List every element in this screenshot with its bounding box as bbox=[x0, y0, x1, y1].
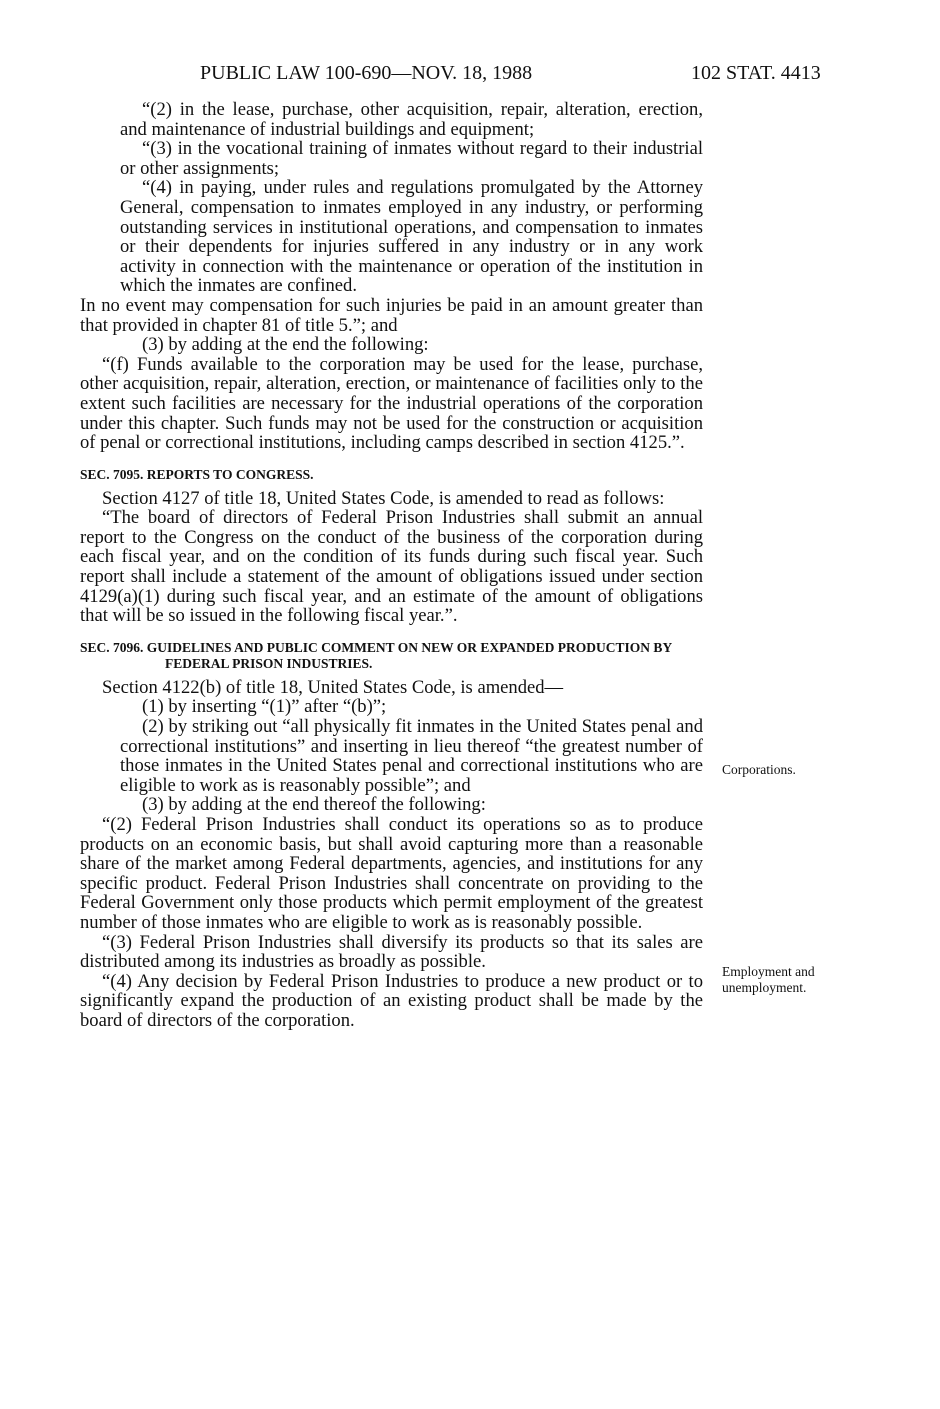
header-title: PUBLIC LAW 100-690—NOV. 18, 1988 bbox=[200, 62, 533, 84]
sec-7096-intro: Section 4122(b) of title 18, United States Code, is amended— bbox=[102, 676, 564, 698]
margin-note-corporations: Corporations. bbox=[722, 762, 796, 777]
sec-7096-quote-2: “(2) Federal Prison Industries shall conduct its operations so as to produce products on an economic basis, but shall avoid capturing more than a reasonable share of the market among Federal departments, agencies, and institutions for any specific product. Federal Prison Industries shall concentrate on providing to the Federal Government only those products which permit employment of the greatest number of those inmates who are eligible to work as is reasonably possible. bbox=[80, 814, 703, 933]
margin-note-employment: Employment and unemployment. bbox=[722, 964, 815, 995]
paragraph-2: “(2) in the lease, purchase, other acquisition, repair, alteration, erection, and maintenance of industrial buildings and equipment; bbox=[120, 99, 703, 140]
sec-7095-intro: Section 4127 of title 18, United States Code, is amended to read as follows: bbox=[102, 487, 665, 509]
sec-7095-text: “The board of directors of Federal Prison Industries shall submit an annual report to the Congress on the conduct of the business of the corporation during each fiscal year, and on the condition of its funds during such fiscal year. Such report shall include a statement of the amount of obligations issued under section 4129(a)(1) during such fiscal year, and an estimate of the amount of obligations that will be so issued in the following fiscal year.”. bbox=[80, 507, 703, 627]
paragraph-4: “(4) in paying, under rules and regulations promulgated by the Attorney General, compensation to inmates employed in any industry, or performing outstanding services in institutional operations, and compensation to inmates or their dependents for injuries suffered in any industry or in any work activity in connection with the maintenance or operation of the institution in which the inmates are confined. bbox=[120, 177, 703, 297]
paragraph-3: “(3) in the vocational training of inmates without regard to their industrial or other assignments; bbox=[120, 138, 703, 179]
sec-7096-heading: SEC. 7096. GUIDELINES AND PUBLIC COMMENT ON NEW OR EXPANDED PRODUCTION BY FEDERAL PRISON INDUSTRIES. bbox=[80, 639, 672, 671]
paragraph-f: “(f) Funds available to the corporation may be used for the lease, purchase, other acquisition, repair, alteration, erection, or maintenance of facilities only to the extent such facilities are necessary for the industrial operations of the corporation under this chapter. Such funds may not be used for the construction or acquisition of penal or correctional institutions, including camps described in section 4125.”. bbox=[80, 353, 703, 454]
sec-7096-item-1: (1) by inserting “(1)” after “(b)”; bbox=[142, 696, 387, 718]
running-header bbox=[0, 62, 940, 86]
sec-7096-item-2: (2) by striking out “all physically fit inmates in the United States penal and correctional institutions” and inserting in lieu thereof “the greatest number of those inmates in the United States penal and correctional institutions who are eligible to work as is reasonably possible”; and bbox=[120, 716, 703, 796]
sec-7095-heading: SEC. 7095. REPORTS TO CONGRESS. bbox=[80, 466, 314, 482]
paragraph-adding: (3) by adding at the end the following: bbox=[142, 334, 429, 356]
sec-7096-quote-3: “(3) Federal Prison Industries shall diversify its products so that its sales are distributed among its industries as broadly as possible. bbox=[80, 931, 703, 973]
sec-7096-quote-4: “(4) Any decision by Federal Prison Industries to produce a new product or to significantly expand the production of an existing product shall be made by the board of directors of the corporation. bbox=[80, 970, 703, 1031]
header-stat-page: 102 STAT. 4413 bbox=[691, 62, 821, 84]
body-text bbox=[80, 100, 703, 1031]
sec-7096-item-3: (3) by adding at the end thereof the following: bbox=[142, 794, 486, 816]
paragraph-no-event: In no event may compensation for such injuries be paid in an amount greater than that provided in chapter 81 of title 5.”; and bbox=[80, 294, 703, 336]
